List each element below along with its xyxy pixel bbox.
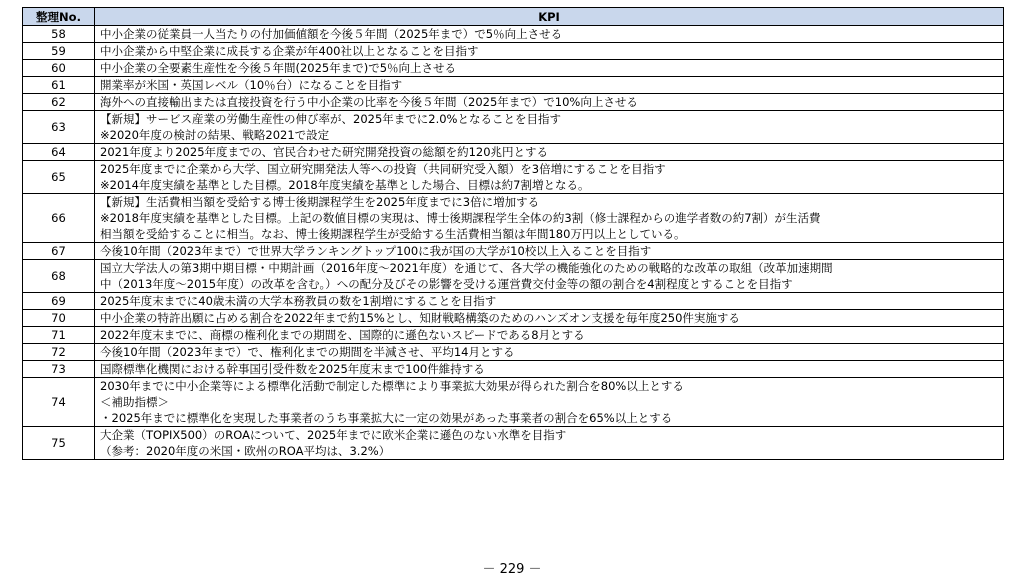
kpi-line: 大企業（TOPIX500）のROAについて、2025年までに欧米企業に遜色のない水準を目指す xyxy=(100,428,567,442)
kpi-line: 2021年度より2025年度までの、官民合わせた研究開発投資の総額を約120兆円とする xyxy=(100,145,549,159)
table-row xyxy=(23,310,1004,327)
table-row xyxy=(23,361,1004,378)
table-row xyxy=(23,144,1004,161)
table-row xyxy=(23,427,1004,460)
row-number: 71 xyxy=(23,327,95,344)
kpi-line: （参考：2020年度の米国・欧州のROA平均は、3.2%） xyxy=(100,444,391,458)
table-row xyxy=(23,344,1004,361)
kpi-text xyxy=(95,378,1004,427)
table-row xyxy=(23,194,1004,243)
kpi-line: 【新規】生活費相当額を受給する博士後期課程学生を2025年度までに3倍に増加する xyxy=(100,195,540,209)
kpi-line: ※2014年度実績を基準とした目標。2018年度実績を基準とした場合、目標は約7割増となる。 xyxy=(100,178,590,192)
table-row xyxy=(23,26,1004,43)
kpi-text xyxy=(95,43,1004,60)
table-row xyxy=(23,327,1004,344)
kpi-line: 国立大学法人の第3期中期目標・中期計画（2016年度～2021年度）を通じて、各大学の機能強化のための戦略的な改革の取組（改革加速期間 xyxy=(100,261,833,275)
row-number: 75 xyxy=(23,427,95,460)
kpi-line: 中小企業の特許出願に占める割合を2022年まで約15%とし、知財戦略構築のためのハンズオン支援を毎年度250件実施する xyxy=(100,311,740,325)
kpi-text xyxy=(95,310,1004,327)
kpi-table xyxy=(22,7,1004,460)
kpi-line: 【新規】サービス産業の労働生産性の伸び率が、2025年までに2.0%となることを目指す xyxy=(100,112,561,126)
table-row xyxy=(23,161,1004,194)
kpi-line: 開業率が米国・英国レベル（10％台）になることを目指す xyxy=(100,78,403,92)
header-kpi: KPI xyxy=(95,8,1004,26)
kpi-text xyxy=(95,94,1004,111)
kpi-line: 中小企業の従業員一人当たりの付加価値額を今後５年間（2025年まで）で5％向上させる xyxy=(100,27,563,41)
kpi-text xyxy=(95,60,1004,77)
table-row xyxy=(23,243,1004,260)
row-number: 63 xyxy=(23,111,95,144)
table-row xyxy=(23,60,1004,77)
kpi-text xyxy=(95,144,1004,161)
kpi-text xyxy=(95,327,1004,344)
kpi-line: 中（2013年度～2015年度）の改革を含む。）への配分及びその影響を受ける運営費交付金等の額の割合を4割程度とすることを目指す xyxy=(100,277,793,291)
kpi-line: 今後10年間（2023年まで）で世界大学ランキングトップ100に我が国の大学が10校以上入ることを目指す xyxy=(100,244,652,258)
kpi-line: ※2018年度実績を基準とした目標。上記の数値目標の実現は、博士後期課程学生全体の約3割（修士課程からの進学者数の約7割）が生活費 xyxy=(100,211,821,225)
row-number: 61 xyxy=(23,77,95,94)
row-number: 74 xyxy=(23,378,95,427)
kpi-line: 2030年までに中小企業等による標準化活動で制定した標準により事業拡大効果が得られた割合を80%以上とする xyxy=(100,379,684,393)
kpi-line: 国際標準化機関における幹事国引受件数を2025年度末まで100件維持する xyxy=(100,362,485,376)
kpi-text xyxy=(95,344,1004,361)
kpi-line: ※2020年度の検討の結果、戦略2021で設定 xyxy=(100,128,330,142)
row-number: 64 xyxy=(23,144,95,161)
row-number: 66 xyxy=(23,194,95,243)
row-number: 59 xyxy=(23,43,95,60)
row-number: 62 xyxy=(23,94,95,111)
kpi-text xyxy=(95,260,1004,293)
kpi-text xyxy=(95,77,1004,94)
kpi-line: 中小企業から中堅企業に成長する企業が年400社以上となることを目指す xyxy=(100,44,479,58)
table-row xyxy=(23,43,1004,60)
kpi-text xyxy=(95,111,1004,144)
kpi-text xyxy=(95,243,1004,260)
kpi-line: 2022年度末までに、商標の権利化までの期間を、国際的に遜色ないスピードである8月とする xyxy=(100,328,585,342)
row-number: 69 xyxy=(23,293,95,310)
table-row xyxy=(23,260,1004,293)
page-number: － 229 － xyxy=(482,562,542,577)
kpi-line: 2025年度末までに40歳未満の大学本務教員の数を1割増にすることを目指す xyxy=(100,294,497,308)
table-row xyxy=(23,378,1004,427)
kpi-line: 中小企業の全要素生産性を今後５年間(2025年まで)で5％向上させる xyxy=(100,61,457,75)
row-number: 67 xyxy=(23,243,95,260)
kpi-line: 今後10年間（2023年まで）で、権利化までの期間を半減させ、平均14月とする xyxy=(100,345,515,359)
row-number: 70 xyxy=(23,310,95,327)
row-number: 72 xyxy=(23,344,95,361)
kpi-line: ・2025年までに標準化を実現した事業者のうち事業拡大に一定の効果があった事業者の割合を65%以上とする xyxy=(100,411,673,425)
table-row xyxy=(23,111,1004,144)
kpi-text xyxy=(95,26,1004,43)
kpi-text xyxy=(95,293,1004,310)
row-number: 58 xyxy=(23,26,95,43)
table-row xyxy=(23,77,1004,94)
row-number: 73 xyxy=(23,361,95,378)
kpi-text xyxy=(95,427,1004,460)
kpi-text xyxy=(95,361,1004,378)
kpi-body xyxy=(23,26,1004,460)
kpi-line: 2025年度までに企業から大学、国立研究開発法人等への投資（共同研究受入額）を3倍増にすることを目指す xyxy=(100,162,666,176)
kpi-line: ＜補助指標＞ xyxy=(100,395,169,409)
table-row xyxy=(23,293,1004,310)
kpi-text xyxy=(95,194,1004,243)
header-row xyxy=(23,8,1004,26)
table-row xyxy=(23,94,1004,111)
row-number: 65 xyxy=(23,161,95,194)
row-number: 68 xyxy=(23,260,95,293)
kpi-line: 相当額を受給することに相当。なお、博士後期課程学生が受給する生活費相当額は年間180万円以上としている。 xyxy=(100,227,686,241)
kpi-text xyxy=(95,161,1004,194)
header-no: 整理No. xyxy=(23,8,95,26)
kpi-line: 海外への直接輸出または直接投資を行う中小企業の比率を今後５年間（2025年まで）で10%向上させる xyxy=(100,95,638,109)
row-number: 60 xyxy=(23,60,95,77)
